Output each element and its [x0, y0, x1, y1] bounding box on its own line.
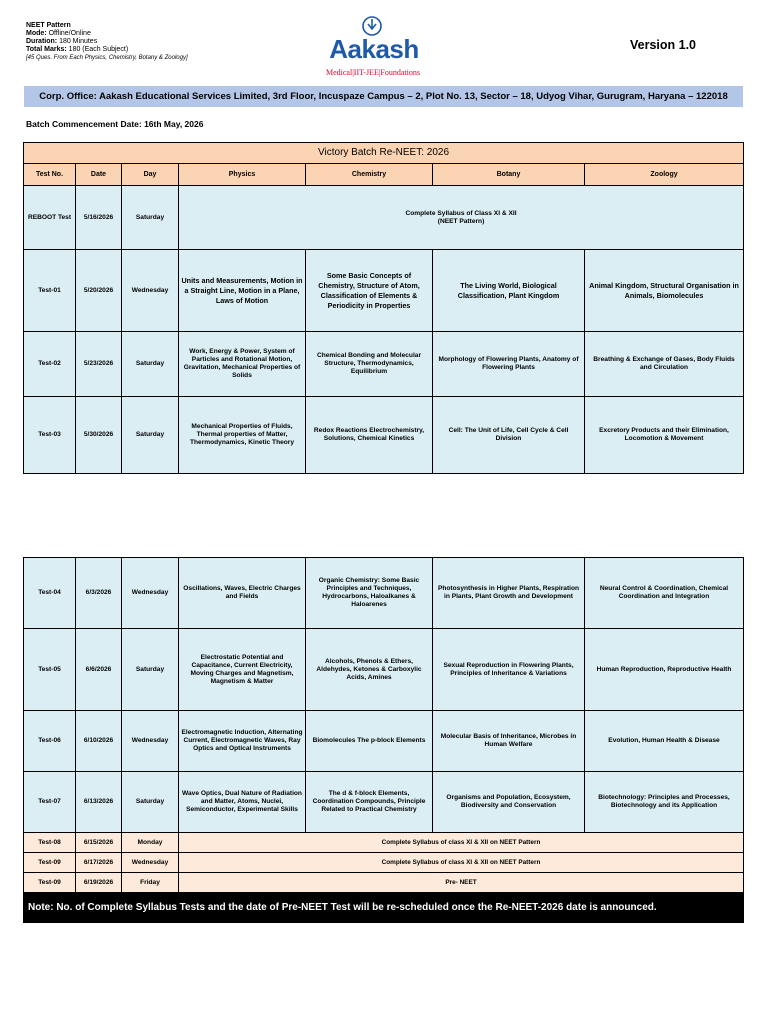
test-day: Saturday: [122, 629, 179, 711]
test-day: Saturday: [122, 772, 179, 833]
table-row: [24, 772, 744, 833]
test-date: 6/17/2026: [76, 853, 122, 873]
full-syllabus-cell: Complete Syllabus of class XI & XII on NEET Pattern: [179, 853, 744, 873]
table-row: [24, 558, 744, 629]
chemistry-topics: Redox Reactions Electrochemistry, Solutions, Chemical Kinetics: [306, 397, 433, 474]
marks-label: Total Marks:: [26, 46, 67, 53]
table-row: [24, 397, 744, 474]
mode-value: Offline/Online: [48, 30, 91, 37]
chemistry-topics: Organic Chemistry: Some Basic Principles and Techniques, Hydrocarbons, Haloalkanes & Haloarenes: [306, 558, 433, 629]
syllabus-line-2: (NEET Pattern): [437, 217, 485, 225]
exam-info: [26, 22, 188, 62]
table-row: [24, 833, 744, 853]
physics-topics: Oscillations, Waves, Electric Charges and Fields: [179, 558, 306, 629]
test-date: 6/3/2026: [76, 558, 122, 629]
physics-topics: Units and Measurements, Motion in a Straight Line, Motion in a Plane, Laws of Motion: [179, 250, 306, 332]
test-day: Saturday: [122, 186, 179, 250]
mode-label: Mode:: [26, 30, 47, 37]
test-no: Test-03: [24, 397, 76, 474]
exam-pattern-title: NEET Pattern: [26, 22, 71, 29]
botany-topics: Cell: The Unit of Life, Cell Cycle & Cell Division: [433, 397, 585, 474]
duration-value: 180 Minutes: [59, 38, 98, 45]
logo-brand: Aakash: [329, 34, 419, 64]
test-date: 5/16/2026: [76, 186, 122, 250]
test-day: Monday: [122, 833, 179, 853]
syllabus-line-1: Complete Syllabus of Class XI & XII: [405, 209, 517, 217]
aakash-logo: [318, 16, 428, 82]
physics-topics: Mechanical Properties of Fluids, Thermal properties of Matter, Thermodynamics, Kinetic Theory: [179, 397, 306, 474]
test-date: 6/19/2026: [76, 873, 122, 893]
physics-topics: Work, Energy & Power, System of Particles and Rotational Motion, Gravitation, Mechanical Properties of Solids: [179, 332, 306, 397]
header-zoology: Zoology: [585, 164, 744, 186]
table-row: [24, 332, 744, 397]
test-day: Wednesday: [122, 711, 179, 772]
header-physics: Physics: [179, 164, 306, 186]
corp-office-banner: Corp. Office: Aakash Educational Services Limited, 3rd Floor, Incuspaze Campus – 2, Plot No. 13, Sector – 18, Udyog Vihar, Gurugram, Haryana – 122018: [24, 86, 743, 107]
table-row: [24, 186, 744, 250]
table-row: [24, 853, 744, 873]
test-date: 5/23/2026: [76, 332, 122, 397]
botany-topics: Sexual Reproduction in Flowering Plants, Principles of Inheritance & Variations: [433, 629, 585, 711]
botany-topics: Morphology of Flowering Plants, Anatomy of Flowering Plants: [433, 332, 585, 397]
table-row: [24, 629, 744, 711]
test-date: 6/6/2026: [76, 629, 122, 711]
test-day: Saturday: [122, 397, 179, 474]
zoology-topics: Human Reproduction, Reproductive Health: [585, 629, 744, 711]
test-date: 5/30/2026: [76, 397, 122, 474]
test-no: Test-01: [24, 250, 76, 332]
logo-tagline: Medical|IIT-JEE|Foundations: [325, 68, 420, 77]
zoology-topics: Animal Kingdom, Structural Organisation in Animals, Biomolecules: [585, 250, 744, 332]
pre-neet-cell: Pre- NEET: [179, 873, 744, 893]
test-no: Test-09: [24, 873, 76, 893]
chemistry-topics: Some Basic Concepts of Chemistry, Structure of Atom, Classification of Elements & Periodicity in Properties: [306, 250, 433, 332]
test-no: Test-09: [24, 853, 76, 873]
batch-commencement-date: Batch Commencement Date: 16th May, 2026: [26, 119, 204, 129]
test-no: Test-05: [24, 629, 76, 711]
full-syllabus-cell: [179, 186, 744, 250]
test-no: REBOOT Test: [24, 186, 76, 250]
chemistry-topics: Biomolecules The p-block Elements: [306, 711, 433, 772]
test-day: Wednesday: [122, 558, 179, 629]
test-no: Test-02: [24, 332, 76, 397]
header-test-no: Test No.: [24, 164, 76, 186]
test-date: 5/20/2026: [76, 250, 122, 332]
schedule-table-part2: [23, 557, 744, 923]
table-title: Victory Batch Re-NEET: 2026: [24, 143, 744, 164]
test-date: 6/13/2026: [76, 772, 122, 833]
physics-topics: Electrostatic Potential and Capacitance, Current Electricity, Moving Charges and Magnetism, Magnetism & Matter: [179, 629, 306, 711]
zoology-topics: Biotechnology: Principles and Processes, Biotechnology and its Application: [585, 772, 744, 833]
test-day: Saturday: [122, 332, 179, 397]
test-no: Test-07: [24, 772, 76, 833]
zoology-topics: Evolution, Human Health & Disease: [585, 711, 744, 772]
questions-note: [45 Ques. From Each Physics, Chemistry, Botany & Zoology]: [26, 55, 188, 61]
botany-topics: Organisms and Population, Ecosystem, Biodiversity and Conservation: [433, 772, 585, 833]
test-no: Test-06: [24, 711, 76, 772]
physics-topics: Electromagnetic Induction, Alternating Current, Electromagnetic Waves, Ray Optics and Optical Instruments: [179, 711, 306, 772]
test-no: Test-08: [24, 833, 76, 853]
header-chemistry: Chemistry: [306, 164, 433, 186]
schedule-table-part1: [23, 142, 744, 474]
test-day: Wednesday: [122, 853, 179, 873]
physics-topics: Wave Optics, Dual Nature of Radiation and Matter, Atoms, Nuclei, Semiconductor, Experimental Skills: [179, 772, 306, 833]
table-row: [24, 250, 744, 332]
botany-topics: Photosynthesis in Higher Plants, Respiration in Plants, Plant Growth and Development: [433, 558, 585, 629]
table-row: [24, 711, 744, 772]
test-no: Test-04: [24, 558, 76, 629]
header-botany: Botany: [433, 164, 585, 186]
chemistry-topics: The d & f-block Elements, Coordination Compounds, Principle Related to Practical Chemistry: [306, 772, 433, 833]
marks-value: 180 (Each Subject): [68, 46, 129, 53]
test-date: 6/10/2026: [76, 711, 122, 772]
duration-label: Duration:: [26, 38, 58, 45]
chemistry-topics: Alcohols, Phenols & Ethers, Aldehydes, Ketones & Carboxylic Acids, Amines: [306, 629, 433, 711]
zoology-topics: Neural Control & Coordination, Chemical Coordination and Integration: [585, 558, 744, 629]
version-label: Version 1.0: [630, 38, 697, 52]
botany-topics: Molecular Basis of Inheritance, Microbes in Human Welfare: [433, 711, 585, 772]
zoology-topics: Breathing & Exchange of Gases, Body Fluids and Circulation: [585, 332, 744, 397]
reschedule-note: Note: No. of Complete Syllabus Tests and the date of Pre-NEET Test will be re-scheduled once the Re-NEET-2026 date is announced.: [24, 893, 744, 923]
test-date: 6/15/2026: [76, 833, 122, 853]
chemistry-topics: Chemical Bonding and Molecular Structure, Thermodynamics, Equilibrium: [306, 332, 433, 397]
botany-topics: The Living World, Biological Classification, Plant Kingdom: [433, 250, 585, 332]
zoology-topics: Excretory Products and their Elimination, Locomotion & Movement: [585, 397, 744, 474]
header-day: Day: [122, 164, 179, 186]
test-day: Friday: [122, 873, 179, 893]
test-day: Wednesday: [122, 250, 179, 332]
table-row: [24, 873, 744, 893]
full-syllabus-cell: Complete Syllabus of class XI & XII on NEET Pattern: [179, 833, 744, 853]
header-date: Date: [76, 164, 122, 186]
